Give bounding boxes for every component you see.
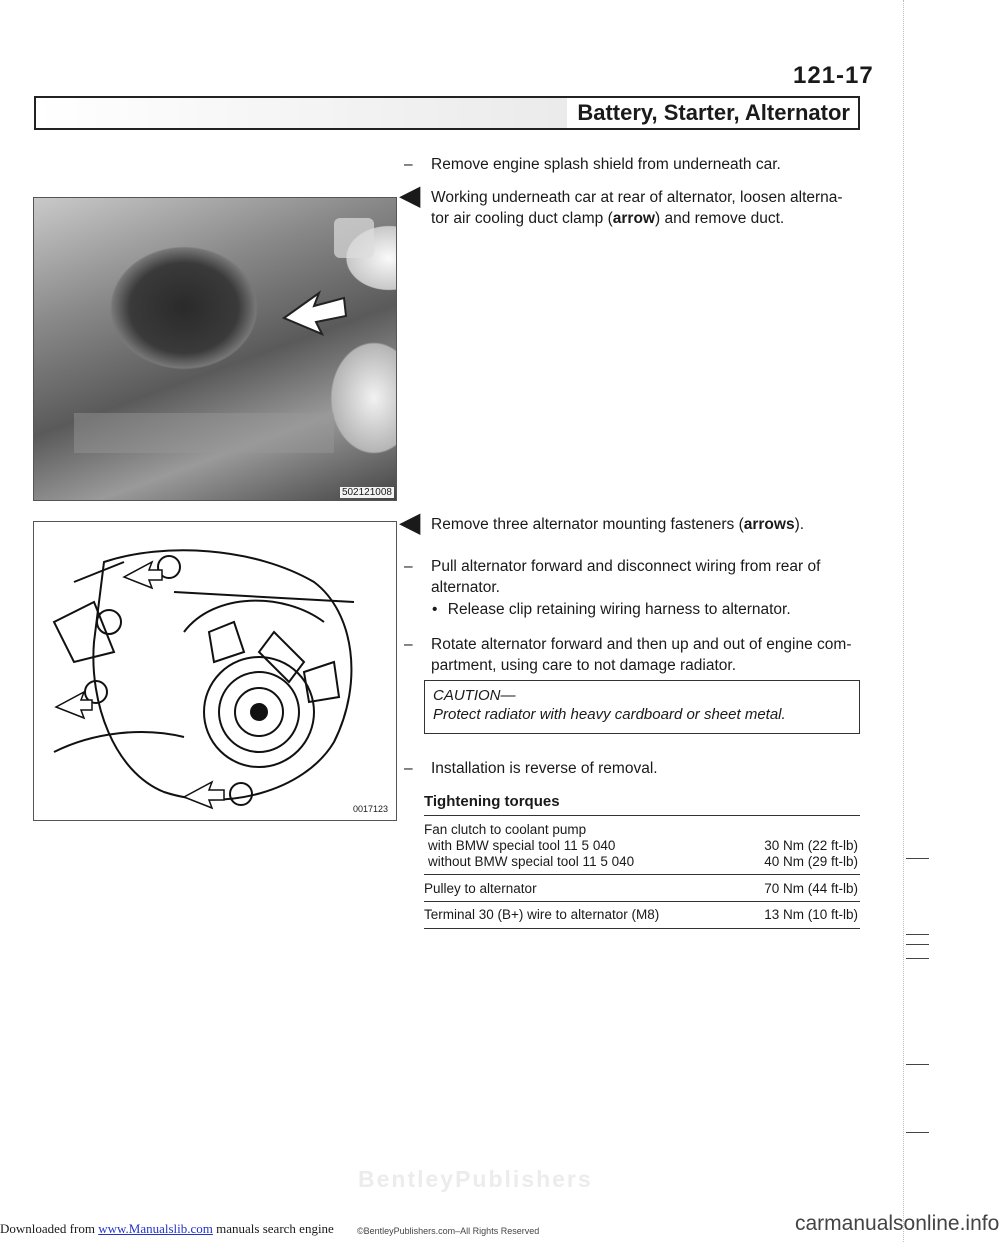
table-row [424,907,858,923]
download-suffix: manuals search engine [212,1221,334,1236]
table-rule [424,901,860,902]
margin-tick [906,1132,929,1133]
step-pull-alternator [404,556,864,598]
substep-release-clip [432,599,791,620]
torque-value: 13 Nm (10 ft-lb) [764,907,858,922]
page-number: 121-17 [793,62,874,89]
step-text: partment, using care to not damage radiator. [431,657,737,674]
table-row [424,838,858,854]
photo-overlay [34,198,396,500]
bold-arrows-word: arrows [743,516,795,533]
torque-value: 30 Nm (22 ft-lb) [764,838,858,853]
torque-value: 70 Nm (44 ft-lb) [764,881,858,896]
margin-rule [903,0,904,1242]
margin-tick [906,958,929,959]
left-arrow-icon: ◀ [400,507,420,537]
copyright-notice: ©BentleyPublishers.com–All Rights Reserved [357,1226,540,1236]
table-rule [424,815,860,816]
table-row [424,854,858,870]
torque-value: 40 Nm (29 ft-lb) [764,854,858,869]
dash-marker: – [404,760,413,777]
step-text: tor air cooling duct clamp ( [431,210,613,227]
section-title: Battery, Starter, Alternator [567,98,860,128]
bullet-marker: • [432,601,438,618]
section-header-bar [34,96,860,130]
torque-label: without BMW special tool 11 5 040 [428,854,635,869]
diagram-code: 0017123 [352,804,388,814]
alternator-mounting-diagram [33,521,397,821]
step-text: Working underneath car at rear of alternator, loosen alterna- [431,189,843,206]
margin-tick [906,858,929,859]
torque-label: Terminal 30 (B+) wire to alternator (M8) [424,907,660,922]
step-text: ) and remove duct. [655,210,785,227]
alternator-duct-photo [33,197,397,501]
margin-tick [906,1064,929,1065]
table-rule [424,928,860,929]
download-prefix: Downloaded from [0,1221,99,1236]
diagram-drawing [34,522,396,820]
step-text: alternator. [431,579,500,596]
step-text: Installation is reverse of removal. [431,760,658,777]
site-watermark: carmanualsonline.info [795,1212,999,1235]
table-row [424,881,858,897]
margin-tick [906,944,929,945]
step-text: Rotate alternator forward and then up and out of engine com- [431,636,852,653]
step-loosen-duct-clamp [400,180,864,229]
step-remove-fasteners [400,507,864,537]
torque-table-heading: Tightening torques [424,793,560,810]
left-arrow-icon: ◀ [400,180,420,210]
table-rule [424,874,860,875]
download-notice [0,1221,334,1237]
photo-code: 502121008 [341,487,392,498]
margin-tick [906,934,929,935]
step-installation [404,758,864,779]
step-text: ). [794,516,805,533]
step-text: Remove engine splash shield from underneath car. [431,156,781,173]
dash-marker: – [404,636,413,653]
caution-box [424,680,860,734]
dash-marker: – [404,558,413,575]
step-text: Remove three alternator mounting fasteners ( [431,516,744,533]
step-text: Pull alternator forward and disconnect wiring from rear of [431,558,821,575]
table-row [424,822,858,838]
publisher-logo-ghost: BentleyPublishers [358,1166,593,1192]
caution-text: Protect radiator with heavy cardboard or sheet metal. [433,706,786,723]
caution-title: CAUTION— [433,687,516,704]
step-remove-splash-shield [404,154,864,175]
torque-label: Fan clutch to coolant pump [424,822,587,837]
dash-marker: – [404,156,413,173]
step-text: Release clip retaining wiring harness to alternator. [447,601,791,618]
manualslib-link[interactable]: www.Manualslib.com [98,1221,213,1236]
bold-arrow-word: arrow [612,210,655,227]
torque-label: with BMW special tool 11 5 040 [428,838,616,853]
step-rotate-alternator [404,634,864,676]
torque-label: Pulley to alternator [424,881,537,896]
